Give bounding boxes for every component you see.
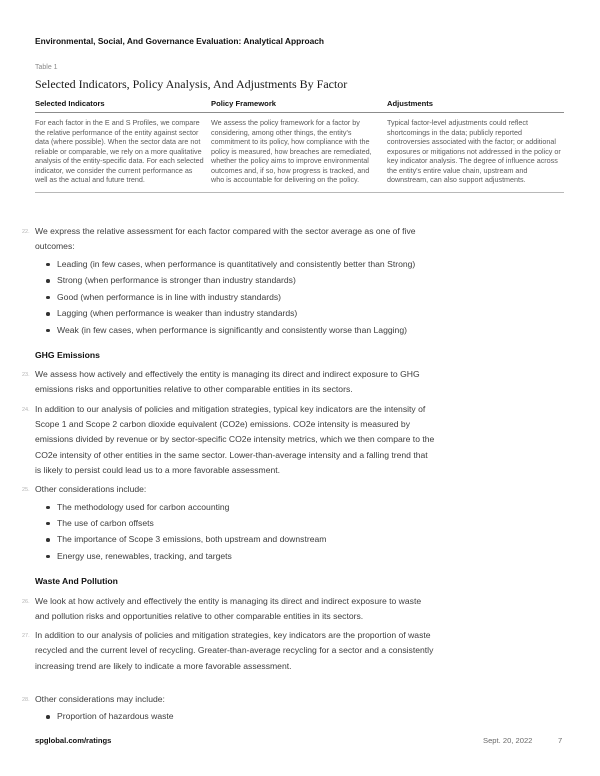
list-item: The importance of Scope 3 emissions, both upstream and downstream — [57, 532, 435, 547]
paragraph-text: Other considerations may include: — [35, 694, 165, 705]
table-header-row — [35, 99, 564, 113]
list-item: Leading (in few cases, when performance is quantitatively and consistently better than Strong) — [57, 257, 435, 272]
column-header-selected-indicators: Selected Indicators — [35, 99, 105, 108]
paragraph-26 — [22, 594, 435, 625]
body-content — [22, 224, 435, 729]
list-item: The use of carbon offsets — [57, 516, 435, 531]
list-item: Lagging (when performance is weaker than industry standards) — [57, 306, 435, 321]
paragraph-number: 27. — [22, 633, 30, 640]
section-heading-waste-and-pollution: Waste And Pollution — [35, 576, 118, 587]
paragraph-text: Other considerations include: — [35, 484, 147, 495]
column-header-adjustments: Adjustments — [387, 99, 433, 108]
column-header-policy-framework: Policy Framework — [211, 99, 276, 108]
paragraph-24 — [22, 402, 435, 478]
paragraph-text: We assess how actively and effectively the entity is managing its direct and indirect exposure to GHG emissions risks and opportunities relative to other comparable entities in its sectors. — [35, 369, 420, 395]
table-label: Table 1 — [35, 64, 58, 71]
paragraph-number: 23. — [22, 372, 30, 379]
table-cell-policy-framework: We assess the policy framework for a factor by considering, among other things, the entity's commitment to its policy, how compliance with the policy is measured, how breaches are remediated, whether the policy aims to improve environmental outcomes and, if so, how progress is tracked, and who is accountable for delivering on the policy. — [211, 118, 372, 184]
waste-considerations-list — [35, 709, 435, 724]
paragraph-25 — [22, 482, 435, 564]
footer-link[interactable]: spglobal.com/ratings — [35, 736, 112, 745]
paragraph-23 — [22, 367, 435, 398]
paragraph-27 — [22, 628, 435, 674]
paragraph-text: In addition to our analysis of policies and mitigation strategies, typical key indicators are the intensity of Scope 1 and Scope 2 carbon dioxide equivalent (CO2e) emissions. CO2e intensity is measured by emissions divided by revenue or by sector-specific CO2e intensity metrics, which we then compare to the CO2e intensity of other entities in the same sector. Lower-than-average intensity and a falling trend that is likely to persist could lead us to a more favorable assessment. — [35, 403, 435, 475]
table-title: Selected Indicators, Policy Analysis, And Adjustments By Factor — [35, 77, 348, 91]
table-cell-adjustments: Typical factor-level adjustments could reflect shortcomings in the data; publicly reported controversies associated with the factor; or additional exposures or mitigations not addressed in the policy or key indicator analysis. The degree of influence across the entity's entire value chain, upstream and downstream, can also support adjustments. — [387, 118, 561, 184]
list-item: Energy use, renewables, tracking, and targets — [57, 549, 435, 564]
paragraph-22 — [22, 224, 435, 338]
paragraph-text: In addition to our analysis of policies and mitigation strategies, key indicators are the proportion of waste recycled and the current level of recycling. Greater-than-average recycling for a sector and a consistently increasing trend are likely to indicate a more favorable assessment. — [35, 630, 434, 671]
footer-date: Sept. 20, 2022 — [483, 736, 533, 745]
table-row — [35, 113, 564, 193]
outcomes-list — [35, 257, 435, 338]
list-item: The methodology used for carbon accounting — [57, 500, 435, 515]
paragraph-number: 22. — [22, 229, 30, 235]
paragraph-text: We express the relative assessment for each factor compared with the sector average as one of five outcomes: — [35, 226, 416, 252]
spacer — [35, 678, 435, 692]
ghg-considerations-list — [35, 500, 435, 565]
paragraph-number: 25. — [22, 487, 30, 494]
list-item: Proportion of hazardous waste — [57, 709, 435, 724]
page-header-title: Environmental, Social, And Governance Evaluation: Analytical Approach — [35, 36, 325, 46]
paragraph-number: 26. — [22, 598, 30, 605]
paragraph-number: 24. — [22, 406, 30, 413]
page-number: 7 — [558, 736, 563, 745]
table-cell-selected-indicators: For each factor in the E and S Profiles, we compare the relative performance of the entity against sector data (where possible). When the sector data are not reliable or comparable, we rely on a more qualitative analysis of the entity-specific data. For each selected indicator, we consider the current performance as well as the actual and future trend. — [35, 118, 204, 184]
paragraph-28 — [22, 692, 435, 725]
paragraph-text: We look at how actively and effectively the entity is managing its direct and indirect exposure to waste and pollution risks and opportunities relative to other comparable entities in its sectors. — [35, 595, 422, 621]
list-item: Strong (when performance is stronger than industry standards) — [57, 273, 435, 288]
list-item: Weak (in few cases, when performance is significantly and consistently worse than Lagging) — [57, 323, 435, 338]
indicators-table — [35, 99, 564, 193]
paragraph-number: 28. — [22, 697, 30, 704]
section-heading-ghg-emissions: GHG Emissions — [35, 349, 100, 360]
list-item: Good (when performance is in line with industry standards) — [57, 290, 435, 305]
